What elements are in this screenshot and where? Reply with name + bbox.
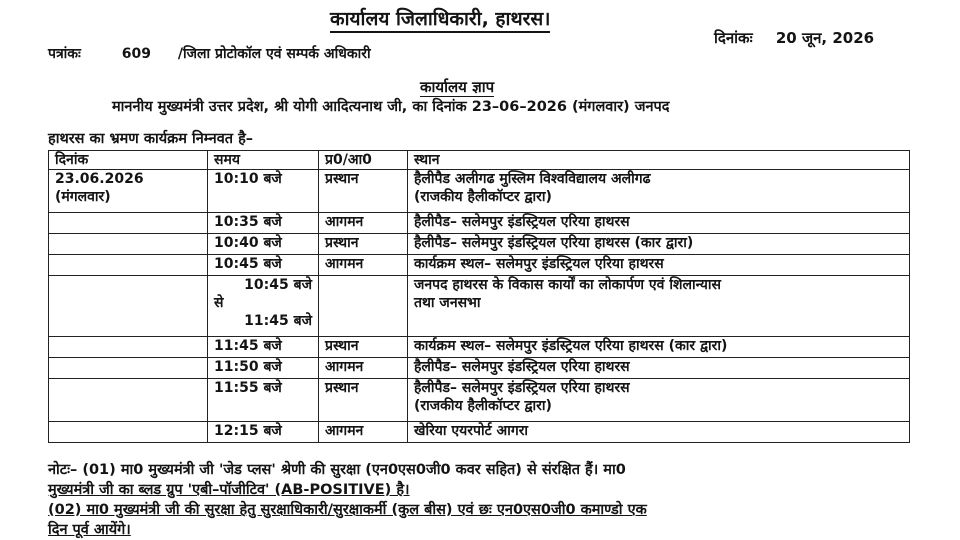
date-cell-empty [49,358,208,379]
place-line: तथा जनसभा [414,295,481,311]
ref-department: /जिला प्रोटोकॉल एवं सम्पर्क अधिकारी [177,46,371,62]
time-cell: 10:10 बजे [208,170,319,213]
header-time: समय [208,151,319,170]
date-cell-empty [49,255,208,276]
schedule-table [48,150,910,443]
date-cell [49,170,208,213]
place-cell: कार्यक्रम स्थल– सलेमपुर इंडस्ट्रियल एरिया हाथरस (कार द्वारा) [408,337,910,358]
table-row [49,358,910,379]
intro-line-1: माननीय मुख्यमंत्री उत्तर प्रदेश, श्री योगी आदित्यनाथ जी, का दिनांक 23–06–2026 (मंगलवार) जनपद [112,99,670,115]
date-label: दिनांकः [714,29,753,47]
date-cell-empty [49,234,208,255]
action-cell: आगमन [319,255,408,276]
reference-line [48,44,377,63]
date-cell-empty [49,379,208,422]
place-cell: हैलीपैड– सलेमपुर इंडस्ट्रियल एरिया हाथरस [408,213,910,234]
action-cell: आगमन [319,422,408,443]
action-cell: आगमन [319,358,408,379]
date-value: 20 जून, 2026 [775,29,875,47]
note-line-4: दिन पूर्व आयेंगे। [48,522,131,538]
date-line [714,28,874,48]
time-cell: 11:50 बजे [208,358,319,379]
table-row [49,379,910,422]
time-end: 11:45 बजे [244,313,312,329]
place-cell: कार्यक्रम स्थल– सलेमपुर इंडस्ट्रियल एरिया हाथरस [408,255,910,276]
table-header-row [49,151,910,170]
time-sep: से [214,295,224,311]
date-cell-day: (मंगलवार) [55,189,111,205]
time-cell: 12:15 बजे [208,422,319,443]
place-cell: हैलीपैड– सलेमपुर इंडस्ट्रियल एरिया हाथरस (कार द्वारा) [408,234,910,255]
office-title: कार्यालय जिलाधिकारी, हाथरस। [330,8,550,33]
table-row [49,337,910,358]
time-cell: 10:45 बजे [208,255,319,276]
place-line: हैलीपैड अलीगढ मुस्लिम विश्वविद्यालय अलीगढ [414,171,651,187]
table-row [49,170,910,213]
time-cell: 11:55 बजे [208,379,319,422]
table-row [49,234,910,255]
header-date: दिनांक [49,151,208,170]
time-range-cell [208,276,319,337]
date-cell-empty [49,422,208,443]
time-cell: 10:35 बजे [208,213,319,234]
memo-title: कार्यालय ज्ञाप [420,78,495,96]
note-line-3: (02) मा0 मुख्यमंत्री जी की सुरक्षा हेतु सुरक्षाधिकारी/सुरक्षाकर्मी (कुल बीस) एवं छः एन0एस0जी0 कमाण्डो एक [48,502,647,518]
time-start: 10:45 बजे [244,277,312,293]
place-line: (राजकीय हैलीकॉप्टर द्वारा) [414,398,552,414]
table-row [49,276,910,337]
place-cell [408,276,910,337]
action-cell [319,276,408,337]
action-cell: प्रस्थान [319,234,408,255]
action-cell: प्रस्थान [319,170,408,213]
place-line: (राजकीय हैलीकॉप्टर द्वारा) [414,189,552,205]
time-cell: 11:45 बजे [208,337,319,358]
date-cell-empty [49,213,208,234]
time-cell: 10:40 बजे [208,234,319,255]
table-row [49,422,910,443]
header-action: प्र0/आ0 [319,151,408,170]
date-cell-empty [49,337,208,358]
action-cell: आगमन [319,213,408,234]
place-cell: खेरिया एयरपोर्ट आगरा [408,422,910,443]
place-cell [408,170,910,213]
ref-number: 609 [121,46,151,62]
table-row [49,213,910,234]
place-line: जनपद हाथरस के विकास कार्यों का लोकार्पण एवं शिलान्यास [414,277,721,293]
notes-section [48,460,928,540]
note-line-1: नोटः– (01) मा0 मुख्यमंत्री जी 'जेड प्लस' श्रेणी की सुरक्षा (एन0एस0जी0 कवर सहित) से संरक्षित हैं। मा0 [48,462,626,478]
action-cell: प्रस्थान [319,379,408,422]
ref-label: पत्रांकः [48,46,81,62]
header-place: स्थान [408,151,910,170]
date-cell-date: 23.06.2026 [55,171,144,187]
table-row [49,255,910,276]
place-cell: हैलीपैड– सलेमपुर इंडस्ट्रियल एरिया हाथरस [408,358,910,379]
note-line-2: मुख्यमंत्री जी का ब्लड ग्रुप 'एबी–पॉजीटिव' (AB-POSITIVE) है। [48,482,410,498]
place-cell [408,379,910,422]
action-cell: प्रस्थान [319,337,408,358]
date-cell-empty [49,276,208,337]
place-line: हैलीपैड– सलेमपुर इंडस्ट्रियल एरिया हाथरस [414,380,630,396]
intro-line-2: हाथरस का भ्रमण कार्यक्रम निम्नवत है– [48,131,254,147]
